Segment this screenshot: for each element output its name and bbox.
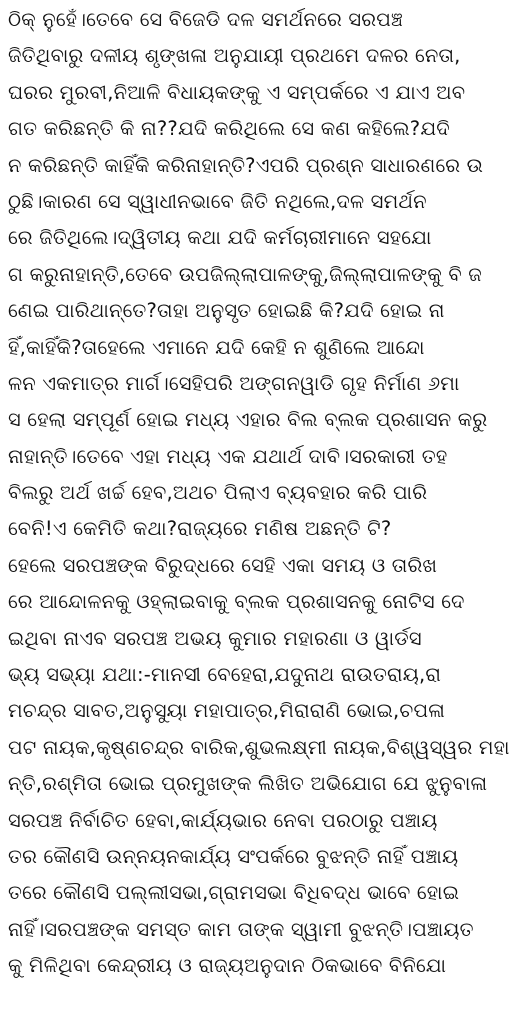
text-line: ଗ କରୁନାହାନ୍ତି,ତେବେ ଉପଜିଲ୍ଲାପାଳଙ୍କୁ,ଜିଲ୍ଲାପାଳଙ୍କୁ ବି ଜ	[8, 262, 482, 286]
text-line: ଣେଇ ପାରିଥାନ୍ତେ?ତାହା ଅନୁସୃତ ହୋଇଛି କି?ଯଦି ହୋଇ ନା	[8, 299, 445, 323]
text-line: ନାହାନ୍ତି।ତେବେ ଏହା ମଧ୍ୟ ଏକ ଯଥାର୍ଥ ଦାବି।ସରକାରୀ ତହ	[8, 444, 448, 468]
text-line: ହେଲେ ସରପଞ୍ଚଙ୍କ ବିରୁଦ୍ଧରେ ସେହି ଏକା ସମୟ ଓ ତାରିଖ	[8, 553, 438, 577]
text-line: ସ ହେଲା ସମ୍ପୂର୍ଣ ହୋଇ ମଧ୍ୟ ଏହାର ବିଲ ବ୍ଲକ ପ୍ରଶାସନ କରୁ	[8, 408, 488, 432]
text-line: ଗତ କରିଛନ୍ତି କି ନା??ଯଦି କରିଥିଲେ ସେ କଣ କହିଲେ?ଯଦି	[8, 117, 450, 141]
article-body	[8, 2, 523, 985]
text-line: ଜିତିଥିବାରୁ ଦଳୀୟ ଶୃଙ୍ଖଳା ଅନୁଯାୟୀ ପ୍ରଥମେ ଦଳର ନେତା,	[8, 44, 461, 68]
text-line: ବିଲରୁ ଅର୍ଥ ଖର୍ଚ୍ଚ ହେବ,ଅଥଚ ପିଲାଏ ବ୍ୟବହାର କରି ପାରି	[8, 481, 428, 505]
text-line: ଇଥିବା ନାଏବ ସରପଞ୍ଚ ଅଭୟ କୁମାର ମହାରଣା ଓ ୱାର୍ଡସ	[8, 626, 422, 650]
text-line: ହିଁ,କାହିଁକି?ତାହେଲେ ଏମାନେ ଯଦି କେହି ନ ଶୁଣିଲେ ଆନ୍ଦୋ	[8, 335, 425, 359]
text-line: ନ କରିଛନ୍ତି କାହିଁକି କରିନାହାନ୍ତି?ଏପରି ପ୍ରଶ୍ନ ସାଧାରଣରେ ଉ	[8, 153, 484, 177]
text-line: ଳନ ଏକମାତ୍ର ମାର୍ଗ।ସେହିପରି ଅଙ୍ଗନୱାଡି ଗୃହ ନିର୍ମାଣ ୬ମା	[8, 371, 460, 395]
text-line: ଘରର ମୁରବୀ,ନିଆଳି ବିଧାୟକଙ୍କୁ ଏ ସମ୍ପର୍କରେ ଏ ଯାଏ ଅବ	[8, 80, 466, 104]
text-line: ନ୍ତି,ରଶ୍ମିତା ଭୋଇ ପ୍ରମୁଖଙ୍କ ଲିଖିତ ଅଭିଯୋଗ ଯେ ଝୁନୁବାଳା	[8, 772, 488, 796]
text-line: ପଟ ନାୟକ,କୃଷ୍ଣଚନ୍ଦ୍ର ବାରିକ,ଶୁଭଲକ୍ଷ୍ମୀ ନାୟକ,ବିଶ୍ୱସ୍ୱର ମହା	[8, 735, 510, 759]
text-line: ରେ ଜିତିଥିଲେ।ଦ୍ୱିତୀୟ କଥା ଯଦି କର୍ମଚାରୀମାନେ ସହଯୋ	[8, 226, 432, 250]
text-line: ସରପଞ୍ଚ ନିର୍ବାଚିତ ହେବା,କାର୍ଯ୍ୟଭାର ନେବା ପରଠାରୁ ପଞ୍ଚାୟ	[8, 808, 438, 832]
text-line: ଠୁଛି।କାରଣ ସେ ସ୍ୱାଧୀନଭାବେ ଜିତି ନଥିଲେ,ଦଳ ସମର୍ଥନ	[8, 189, 427, 213]
text-line: ବେନି!ଏ କେମିତି କଥା?ରାଜ୍ୟରେ ମଣିଷ ଅଛନ୍ତି ଟି?	[8, 517, 392, 541]
text-line: ମଚନ୍ଦ୍ର ସାବତ,ଅନୁସୁୟା ମହାପାତ୍ର,ମିରାରାଣି ଭୋଇ,ଚପଳା	[8, 699, 445, 723]
text-line: ଠିକ୍ ନୁହେଁ।ତେବେ ସେ ବିଜେଡି ଦଳ ସମର୍ଥନରେ ସରପଞ୍ଚ	[8, 8, 403, 31]
text-line: ତର କୌଣସି ଉନ୍ନୟନକାର୍ଯ୍ୟ ସଂପର୍କରେ ବୁଝନ୍ତି ନାହିଁ ପଞ୍ଚାୟ	[8, 844, 459, 868]
text-line: ନାହିଁ।ସରପଞ୍ଚଙ୍କ ସମସ୍ତ କାମ ତାଙ୍କ ସ୍ୱାମୀ ବୁଝନ୍ତି।ପଞ୍ଚାୟତ	[8, 917, 474, 941]
text-line: ଭ୍ୟ ସଭ୍ୟା ଯଥା:-ମାନସୀ ବେହେରା,ଯଦୁନାଥ ରାଉତରାୟ,ରା	[8, 663, 442, 687]
text-line: କୁ ମିଳିଥିବା କେନ୍ଦ୍ରୀୟ ଓ ରାଜ୍ୟଅନୁଦାନ ଠିକଭାବେ ବିନିଯୋ	[8, 954, 447, 978]
text-line: ରେ ଆନ୍ଦୋଳନକୁ ଓହ୍ଲାଇବାକୁ ବ୍ଲକ ପ୍ରଶାସନକୁ ନୋଟିସ ଦେ	[8, 590, 465, 614]
text-line: ତରେ କୌଣସି ପଲ୍ଲୀସଭା,ଗ୍ରାମସଭା ବିଧିବଦ୍ଧ ଭାବେ ହୋଇ	[8, 881, 460, 905]
